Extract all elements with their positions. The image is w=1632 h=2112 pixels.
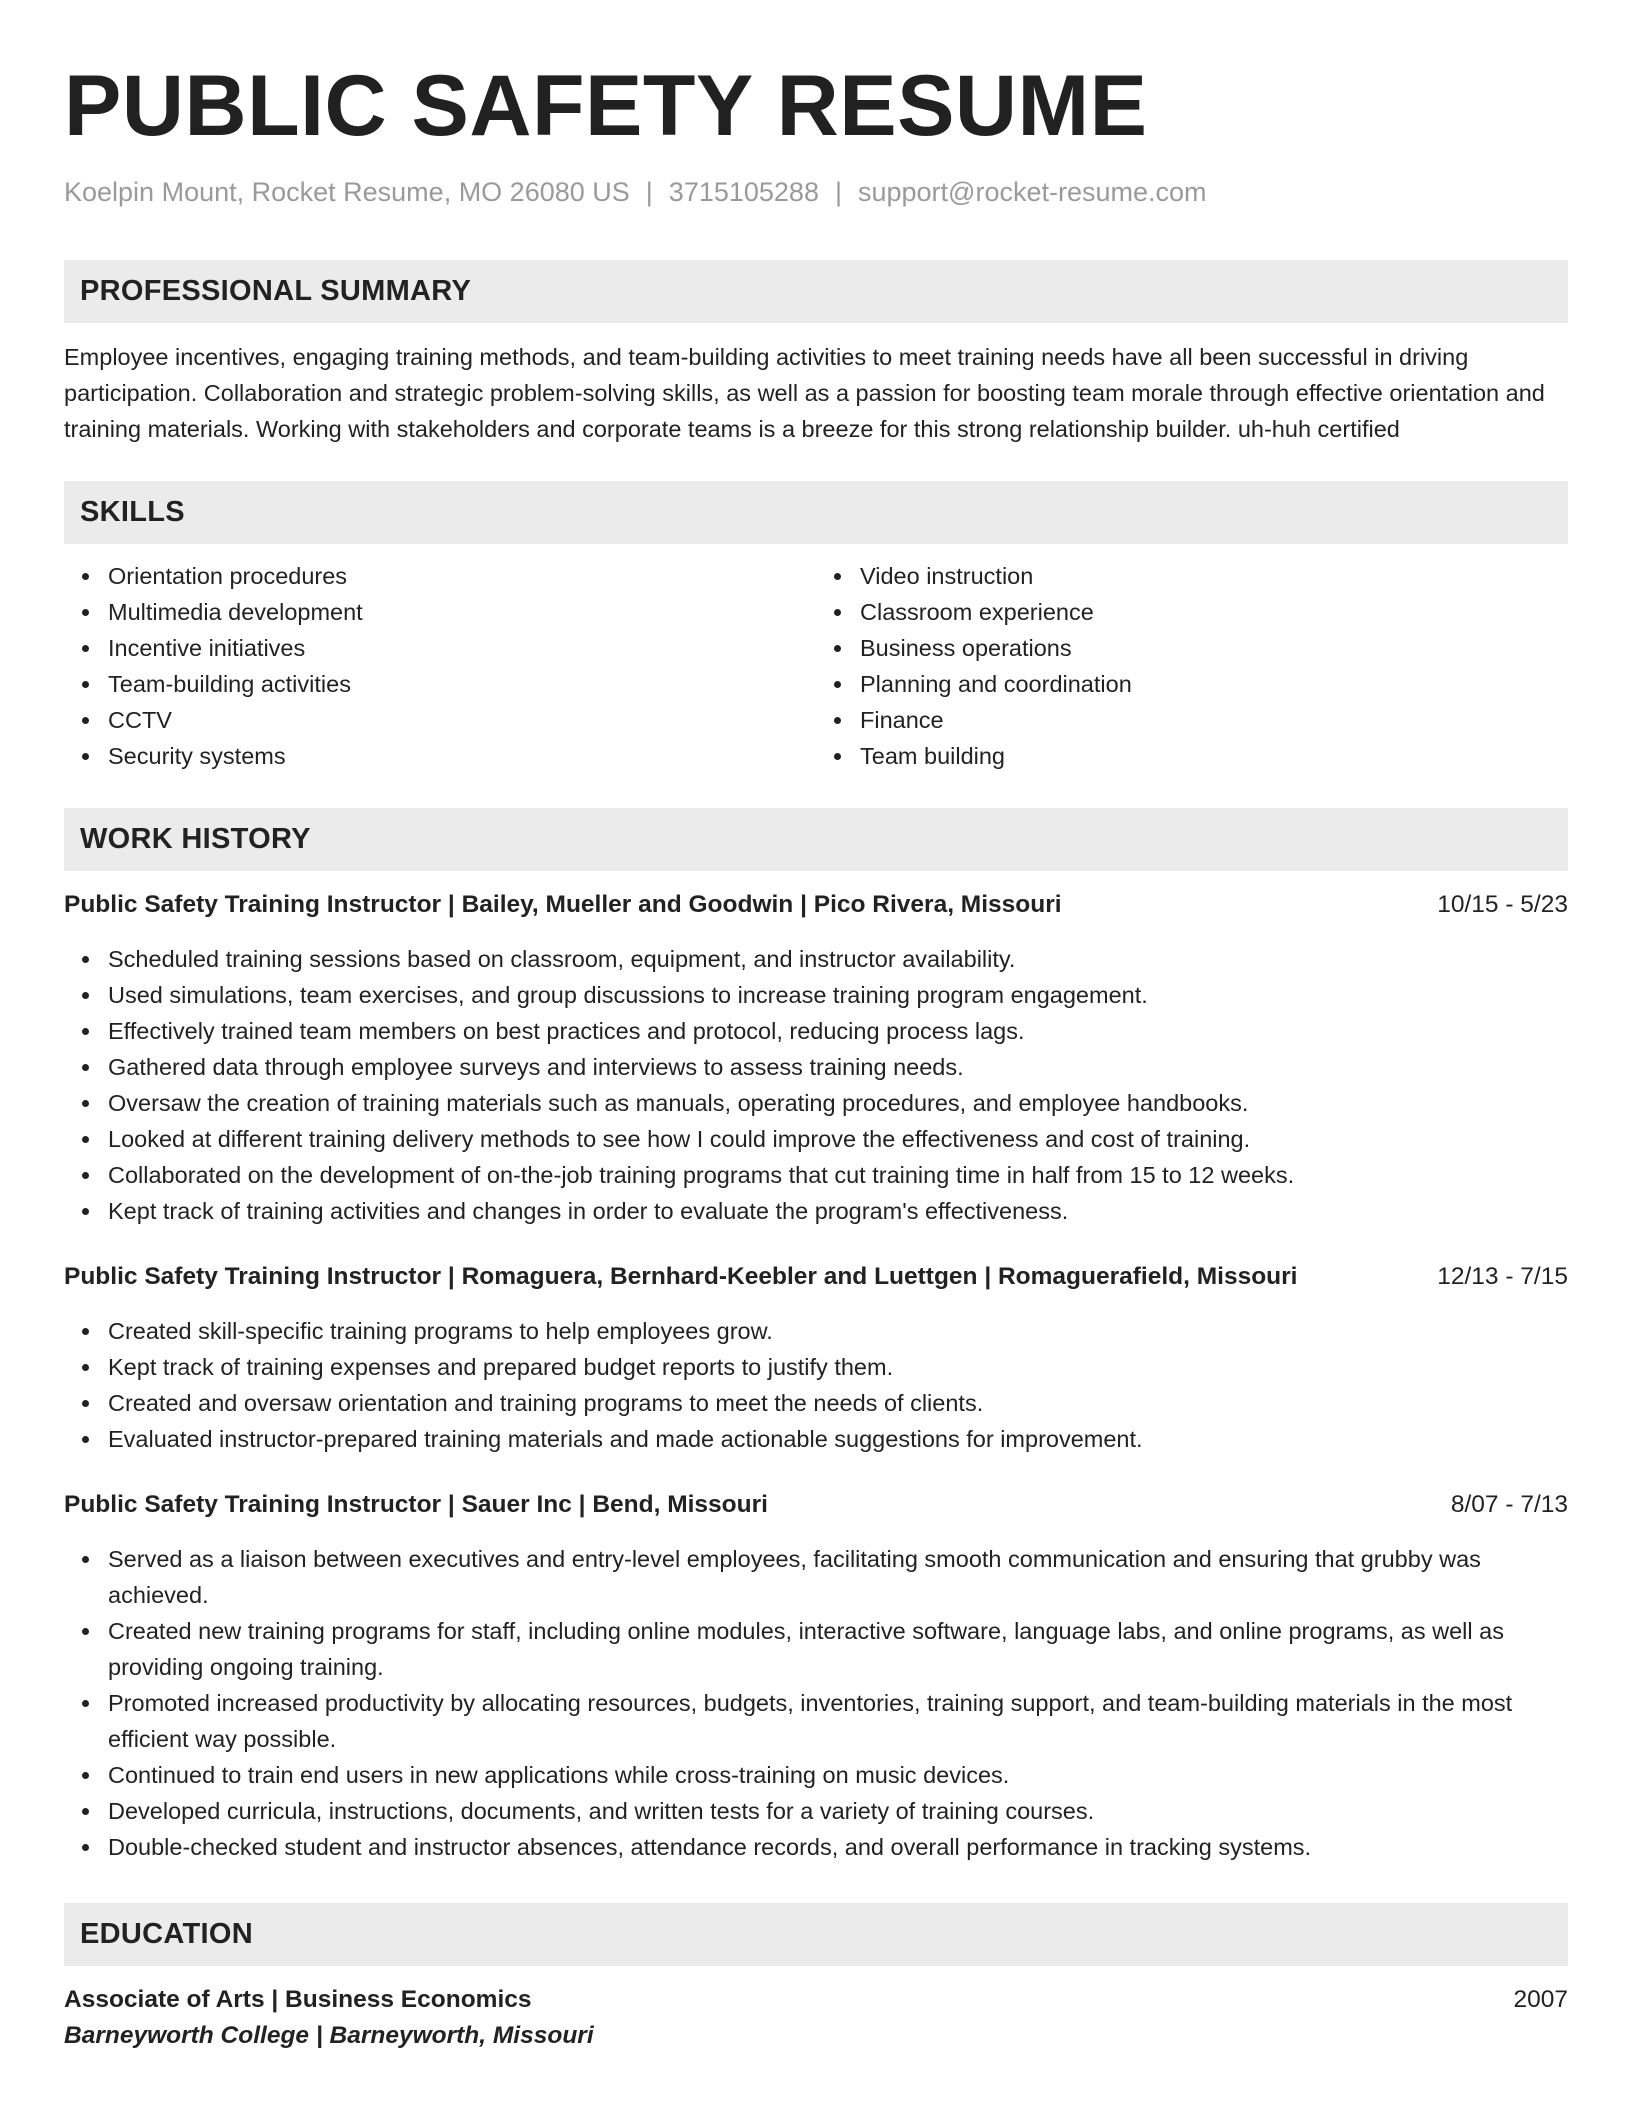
education-entry (64, 1982, 1568, 2054)
job-bullet: Oversaw the creation of training materials such as manuals, operating procedures, and employee handbooks. (108, 1085, 1568, 1121)
skills-column-left (64, 558, 816, 774)
skills-list (64, 558, 1568, 774)
skill-item: Orientation procedures (108, 558, 816, 594)
skill-item: Business operations (860, 630, 1568, 666)
job-bullets (64, 941, 1568, 1229)
job-bullet: Double-checked student and instructor absences, attendance records, and overall performance in tracking systems. (108, 1829, 1568, 1865)
job-bullet: Looked at different training delivery methods to see how I could improve the effectiveness and cost of training. (108, 1121, 1568, 1157)
job-bullet: Collaborated on the development of on-the-job training programs that cut training time in half from 15 to 12 weeks. (108, 1157, 1568, 1193)
contact-address: Koelpin Mount, Rocket Resume, MO 26080 US (64, 177, 630, 207)
job-dates: 8/07 - 7/13 (1450, 1491, 1568, 1518)
skill-item: Video instruction (860, 558, 1568, 594)
job-bullet: Gathered data through employee surveys and interviews to assess training needs. (108, 1049, 1568, 1085)
skill-item: Incentive initiatives (108, 630, 816, 666)
job-dates: 10/15 - 5/23 (1437, 891, 1568, 918)
job-header (64, 1259, 1568, 1295)
skill-item: CCTV (108, 702, 816, 738)
skill-item: Multimedia development (108, 594, 816, 630)
job-title: Public Safety Training Instructor | Romaguera, Bernhard-Keebler and Luettgen | Romaguerafield, Missouri (64, 1263, 1298, 1290)
job-bullet: Scheduled training sessions based on classroom, equipment, and instructor availability. (108, 941, 1568, 977)
skill-item: Security systems (108, 738, 816, 774)
job-bullet: Developed curricula, instructions, documents, and written tests for a variety of training courses. (108, 1793, 1568, 1829)
job-dates: 12/13 - 7/15 (1437, 1263, 1568, 1290)
education-school: Barneyworth College | Barneyworth, Missouri (64, 2022, 594, 2049)
job-bullets (64, 1313, 1568, 1457)
job-bullet: Created and oversaw orientation and training programs to meet the needs of clients. (108, 1385, 1568, 1421)
skill-item: Planning and coordination (860, 666, 1568, 702)
job-header (64, 1487, 1568, 1523)
skill-item: Team building (860, 738, 1568, 774)
job-title: Public Safety Training Instructor | Bailey, Mueller and Goodwin | Pico Rivera, Missouri (64, 891, 1062, 918)
job-bullet: Used simulations, team exercises, and group discussions to increase training program engagement. (108, 977, 1568, 1013)
education-degree: Associate of Arts | Business Economics (64, 1986, 532, 2013)
education-heading: EDUCATION (64, 1903, 1568, 1966)
skill-item: Team-building activities (108, 666, 816, 702)
job-bullet: Evaluated instructor-prepared training materials and made actionable suggestions for improvement. (108, 1421, 1568, 1457)
skill-item: Classroom experience (860, 594, 1568, 630)
contact-line (64, 174, 1568, 210)
job-title: Public Safety Training Instructor | Sauer Inc | Bend, Missouri (64, 1491, 768, 1518)
skill-item: Finance (860, 702, 1568, 738)
job-bullets (64, 1541, 1568, 1865)
work-history-heading: WORK HISTORY (64, 808, 1568, 871)
job-entry (64, 1487, 1568, 1865)
education-header (64, 1982, 1568, 2018)
skills-heading: SKILLS (64, 481, 1568, 544)
job-bullet: Continued to train end users in new applications while cross-training on music devices. (108, 1757, 1568, 1793)
contact-separator: | (834, 177, 842, 207)
summary-heading: PROFESSIONAL SUMMARY (64, 260, 1568, 323)
skills-column-right (816, 558, 1568, 774)
education-year: 2007 (1513, 1986, 1568, 2013)
job-entry (64, 887, 1568, 1229)
job-bullet: Effectively trained team members on best practices and protocol, reducing process lags. (108, 1013, 1568, 1049)
job-bullet: Promoted increased productivity by allocating resources, budgets, inventories, training support, and team-building materials in the most efficient way possible. (108, 1685, 1568, 1757)
job-bullet: Kept track of training activities and changes in order to evaluate the program's effectiveness. (108, 1193, 1568, 1229)
job-bullet: Created new training programs for staff, including online modules, interactive software, language labs, and online programs, as well as providing ongoing training. (108, 1613, 1568, 1685)
contact-email: support@rocket-resume.com (857, 177, 1207, 207)
contact-phone: 3715105288 (668, 177, 819, 207)
job-entry (64, 1259, 1568, 1457)
contact-separator: | (645, 177, 653, 207)
resume-title: PUBLIC SAFETY RESUME (64, 58, 1148, 154)
job-bullet: Kept track of training expenses and prepared budget reports to justify them. (108, 1349, 1568, 1385)
job-bullet: Served as a liaison between executives and entry-level employees, facilitating smooth communication and ensuring that grubby was achieved. (108, 1541, 1568, 1613)
summary-text: Employee incentives, engaging training methods, and team-building activities to meet training needs have all been successful in driving participation. Collaboration and strategic problem-solving skills, as well as a passion for boosting team morale through effective orientation and training materials. Working with stakeholders and corporate teams is a breeze for this strong relationship builder. uh-huh certified (64, 344, 1545, 442)
job-bullet: Created skill-specific training programs to help employees grow. (108, 1313, 1568, 1349)
job-header (64, 887, 1568, 923)
